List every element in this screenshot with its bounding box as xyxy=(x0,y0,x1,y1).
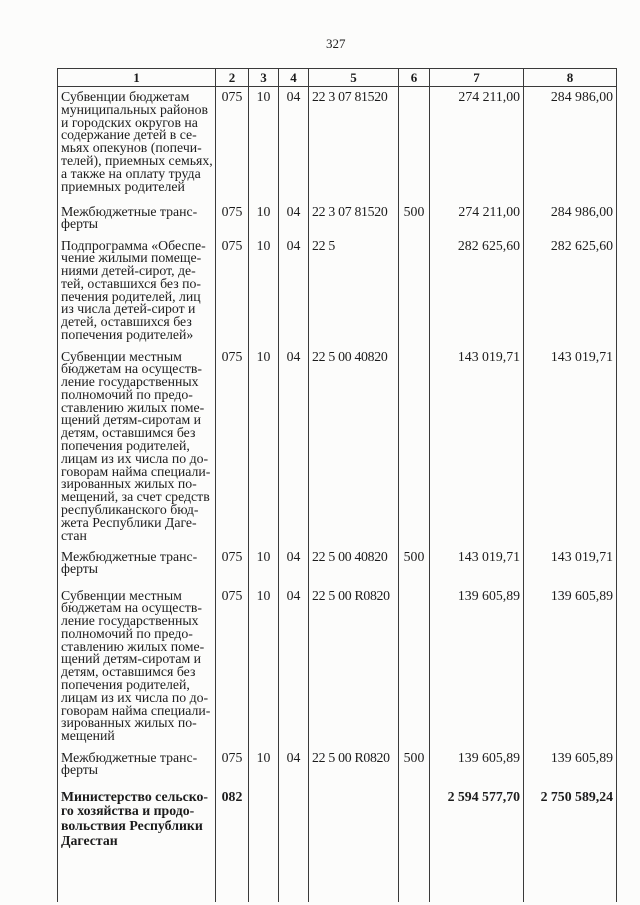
cell-col-2: 075 xyxy=(216,87,249,202)
column-header-6: 6 xyxy=(399,69,430,87)
cell-col-6 xyxy=(399,87,430,202)
table-row xyxy=(58,586,617,748)
table-row-total xyxy=(58,786,617,902)
cell-col-5: 22 5 00 R0820 xyxy=(309,748,399,786)
cell-col-2: 075 xyxy=(216,586,249,748)
cell-col-6 xyxy=(399,236,430,347)
cell-col-4: 04 xyxy=(279,586,309,748)
cell-col-3 xyxy=(249,786,279,902)
cell-col-7: 139 605,89 xyxy=(430,586,524,748)
cell-col-6: 500 xyxy=(399,547,430,586)
cell-col-3: 10 xyxy=(249,586,279,748)
cell-col-5: 22 5 00 R0820 xyxy=(309,586,399,748)
cell-col-6: 500 xyxy=(399,748,430,786)
cell-col-3: 10 xyxy=(249,547,279,586)
cell-col-4: 04 xyxy=(279,236,309,347)
table-row xyxy=(58,547,617,586)
cell-col-6 xyxy=(399,786,430,902)
cell-col-7: 143 019,71 xyxy=(430,347,524,547)
cell-col-6: 500 xyxy=(399,202,430,236)
budget-table xyxy=(57,68,617,902)
cell-col-2: 075 xyxy=(216,202,249,236)
table-header-row xyxy=(58,69,617,87)
row-name-cell: Субвенции местным бюджетам на осуществ- ление государственных полномочий по предо- ставлению жилых поме- щений детям-сиротам и детям, оставшимся без попечения родителей, лицам из их числа по до- говорам найма специали- зированных жилых по- мещений, за счет средств республиканского бюд- жета Республики Даге- стан xyxy=(58,347,216,547)
table-row xyxy=(58,748,617,786)
cell-col-8: 139 605,89 xyxy=(524,748,617,786)
cell-col-5: 22 5 xyxy=(309,236,399,347)
column-header-2: 2 xyxy=(216,69,249,87)
cell-col-3: 10 xyxy=(249,87,279,202)
cell-col-4: 04 xyxy=(279,347,309,547)
row-name-cell: Субвенции местным бюджетам на осуществ- ление государственных полномочий по предо- ставлению жилых поме- щений детям-сиротам и детям, оставшимся без попечения родителей, лицам из их числа по до- говорам найма специали- зированных жилых по- мещений xyxy=(58,586,216,748)
table-row xyxy=(58,236,617,347)
cell-col-3: 10 xyxy=(249,202,279,236)
cell-col-4: 04 xyxy=(279,547,309,586)
cell-col-7: 139 605,89 xyxy=(430,748,524,786)
table-row xyxy=(58,202,617,236)
cell-col-5: 22 3 07 81520 xyxy=(309,87,399,202)
cell-col-5: 22 5 00 40820 xyxy=(309,547,399,586)
cell-col-8: 284 986,00 xyxy=(524,202,617,236)
row-name-cell: Межбюджетные транс- ферты xyxy=(58,547,216,586)
cell-col-5: 22 3 07 81520 xyxy=(309,202,399,236)
row-name-cell: Министерство сельско- го хозяйства и продо- вольствия Республики Дагестан xyxy=(58,786,216,902)
cell-col-7: 2 594 577,70 xyxy=(430,786,524,902)
cell-col-7: 282 625,60 xyxy=(430,236,524,347)
cell-col-6 xyxy=(399,347,430,547)
cell-col-3: 10 xyxy=(249,748,279,786)
cell-col-8: 139 605,89 xyxy=(524,586,617,748)
cell-col-3: 10 xyxy=(249,236,279,347)
cell-col-8: 284 986,00 xyxy=(524,87,617,202)
cell-col-2: 082 xyxy=(216,786,249,902)
column-header-3: 3 xyxy=(249,69,279,87)
cell-col-2: 075 xyxy=(216,347,249,547)
cell-col-6 xyxy=(399,586,430,748)
cell-col-8: 2 750 589,24 xyxy=(524,786,617,902)
column-header-5: 5 xyxy=(309,69,399,87)
cell-col-7: 274 211,00 xyxy=(430,87,524,202)
column-header-1: 1 xyxy=(58,69,216,87)
column-header-7: 7 xyxy=(430,69,524,87)
page-number: 327 xyxy=(326,36,346,51)
cell-col-7: 143 019,71 xyxy=(430,547,524,586)
row-name-cell: Субвенции бюджетам муниципальных районов и городских округов на содержание детей в се- мьях опекунов (попечи- телей), приемных семьях, а также на оплату труда приемных родителей xyxy=(58,87,216,202)
table-row xyxy=(58,87,617,202)
cell-col-4 xyxy=(279,786,309,902)
cell-col-4: 04 xyxy=(279,748,309,786)
cell-col-4: 04 xyxy=(279,202,309,236)
column-header-4: 4 xyxy=(279,69,309,87)
cell-col-5 xyxy=(309,786,399,902)
column-header-8: 8 xyxy=(524,69,617,87)
row-name-cell: Межбюджетные транс- ферты xyxy=(58,202,216,236)
table-row xyxy=(58,347,617,547)
cell-col-8: 282 625,60 xyxy=(524,236,617,347)
cell-col-4: 04 xyxy=(279,87,309,202)
cell-col-3: 10 xyxy=(249,347,279,547)
cell-col-8: 143 019,71 xyxy=(524,347,617,547)
cell-col-8: 143 019,71 xyxy=(524,547,617,586)
row-name-cell: Межбюджетные транс- ферты xyxy=(58,748,216,786)
cell-col-2: 075 xyxy=(216,748,249,786)
cell-col-5: 22 5 00 40820 xyxy=(309,347,399,547)
cell-col-2: 075 xyxy=(216,547,249,586)
cell-col-2: 075 xyxy=(216,236,249,347)
row-name-cell: Подпрограмма «Обеспе- чение жилыми помеще- ниями детей-сирот, де- тей, оставшихся без по- печения родителей, лиц из числа детей-сирот и детей, оставшихся без попечения родителей» xyxy=(58,236,216,347)
cell-col-7: 274 211,00 xyxy=(430,202,524,236)
